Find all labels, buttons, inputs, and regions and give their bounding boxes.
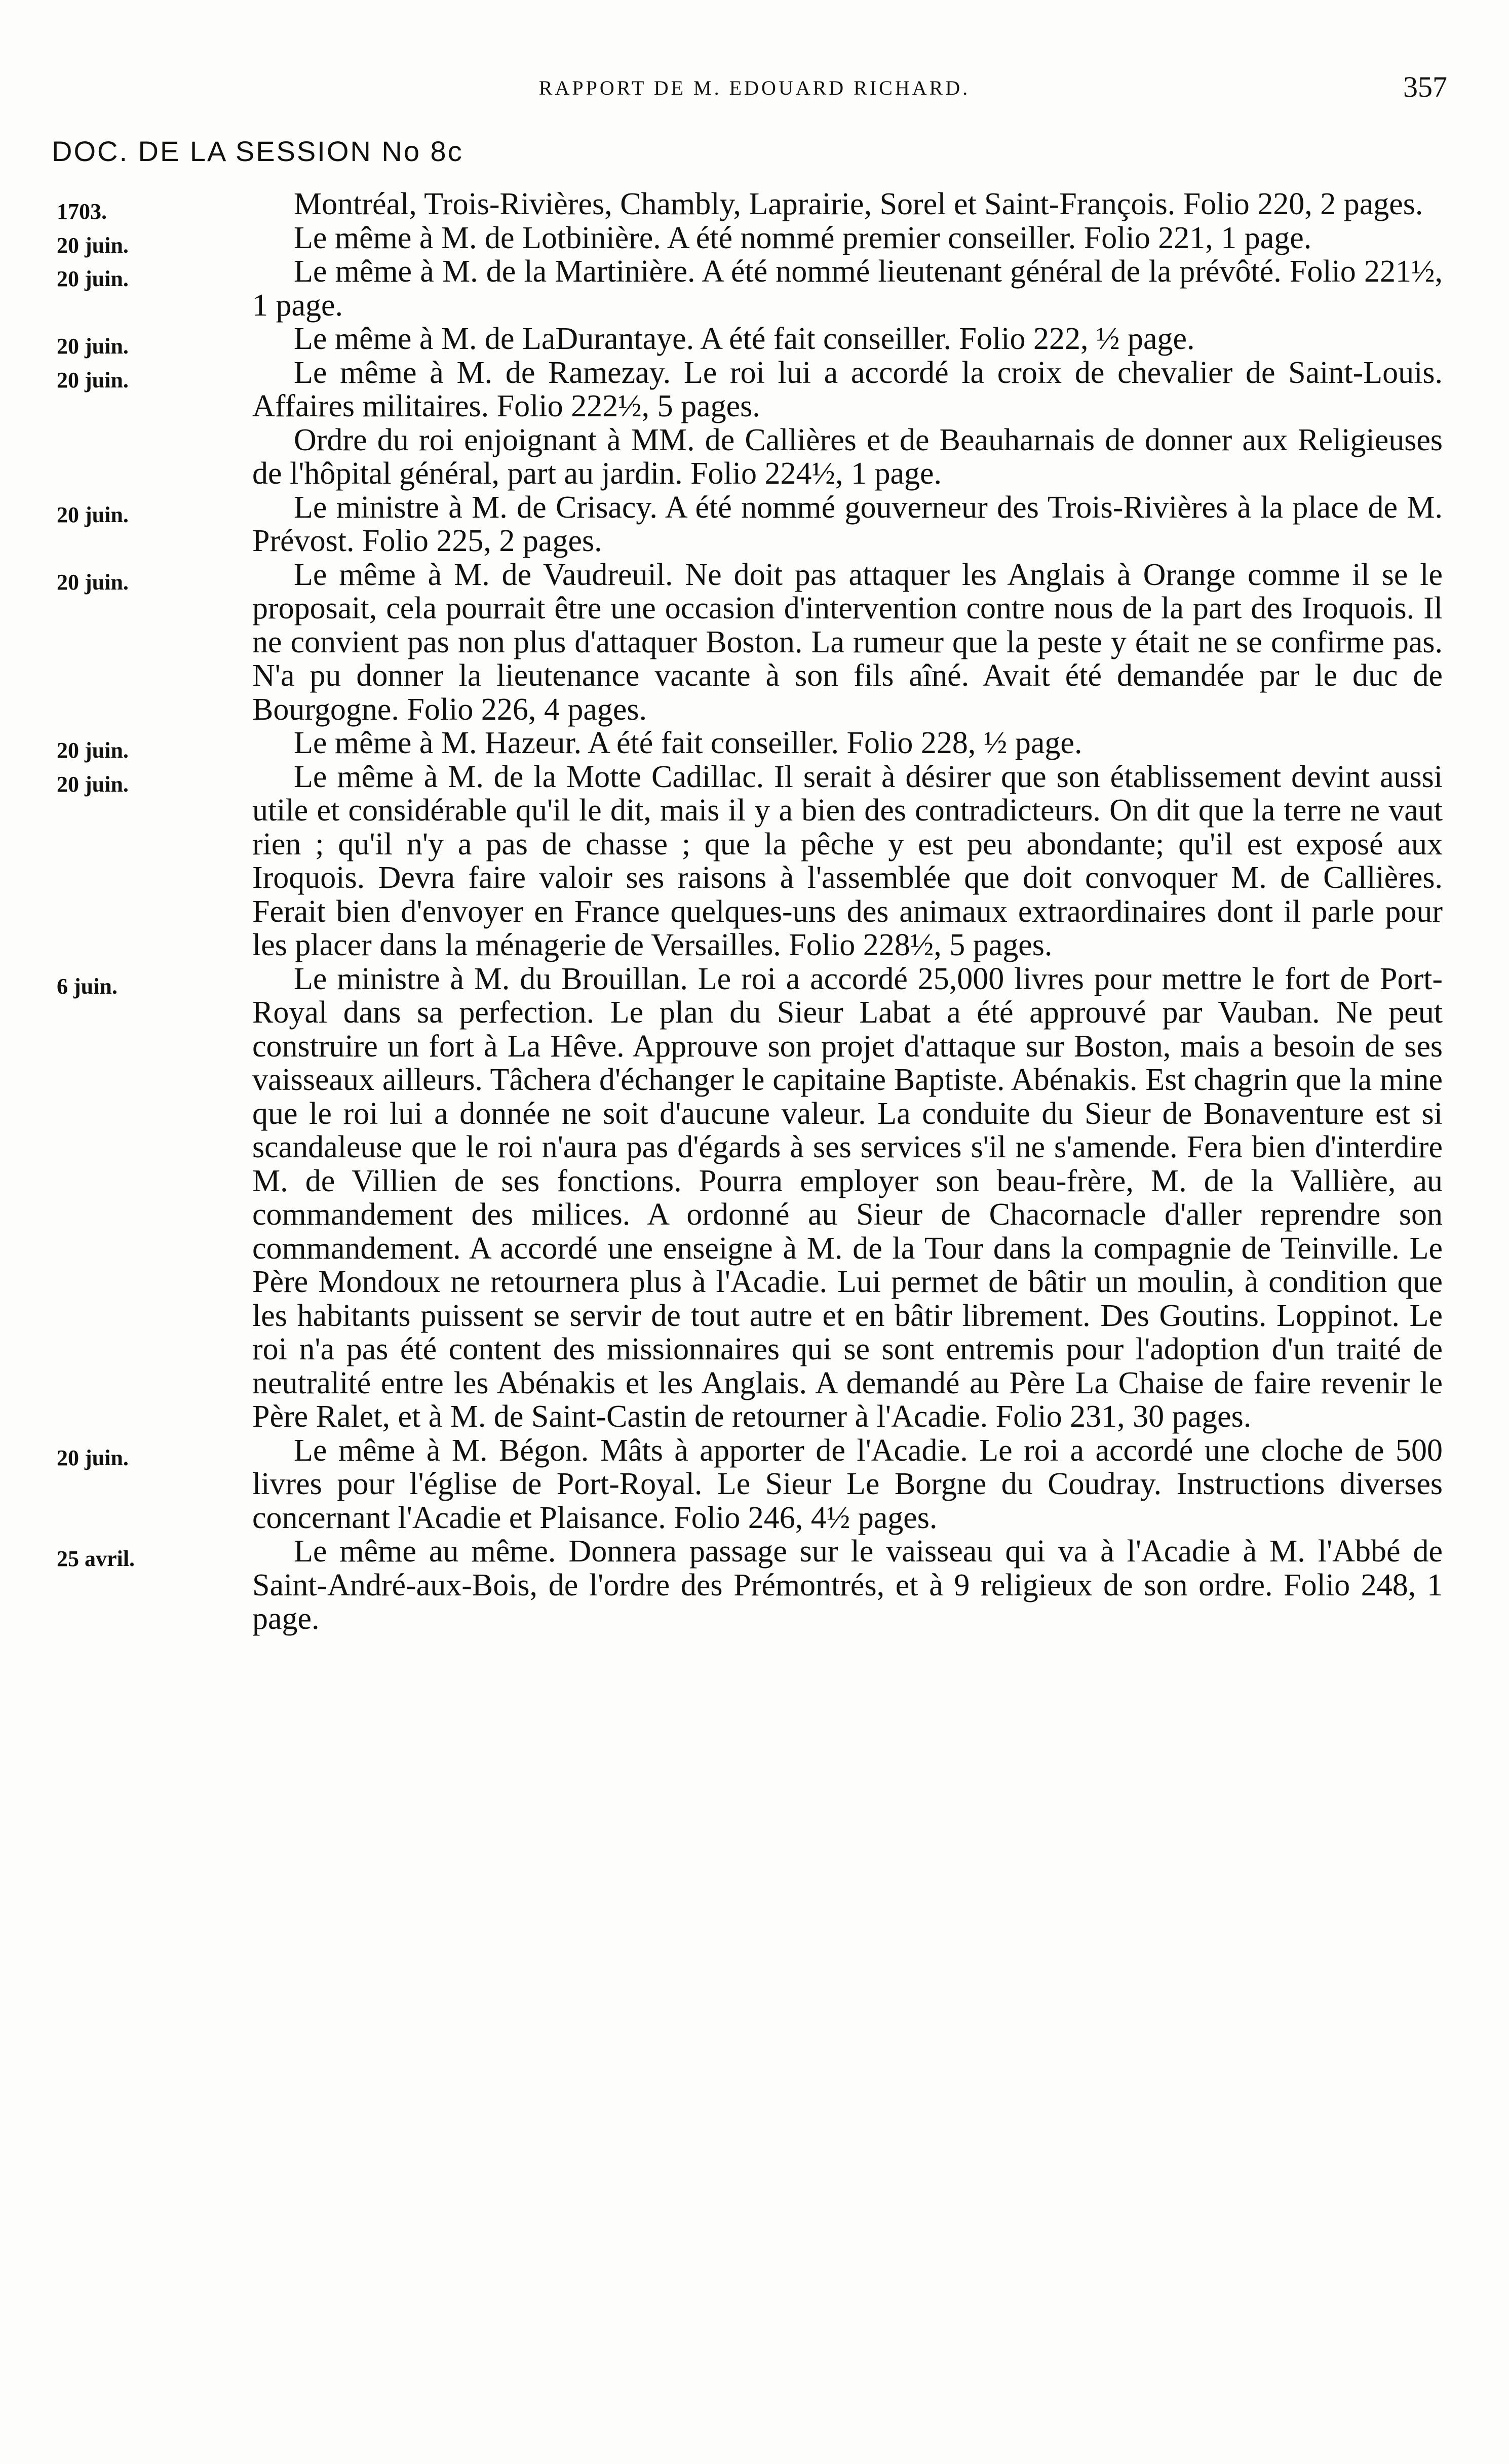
entry-text: Ordre du roi enjoignant à MM. de Callières et de Beauharnais de donner aux Religieuses de l'hôpital général, part au jardin. Folio 224½, 1 page. bbox=[252, 422, 1443, 491]
entry bbox=[0, 423, 1509, 491]
entry-text: Le même à M. de Lotbinière. A été nommé premier conseiller. Folio 221, 1 page. bbox=[294, 220, 1312, 255]
entry bbox=[0, 322, 1509, 359]
entry-date: 20 juin. bbox=[57, 569, 129, 595]
entry-date: 1703. bbox=[57, 199, 107, 224]
entry bbox=[0, 1434, 1509, 1535]
entry bbox=[0, 760, 1509, 962]
running-title: RAPPORT DE M. EDOUARD RICHARD. bbox=[538, 76, 971, 99]
entry-date: 20 juin. bbox=[57, 367, 129, 393]
entry-text: Le même à M. Hazeur. A été fait conseiller. Folio 228, ½ page. bbox=[294, 726, 1082, 760]
entry bbox=[0, 962, 1509, 1434]
entry-text: Le même à M. de Vaudreuil. Ne doit pas attaquer les Anglais à Orange comme il se le proposait, cela pourrait être une occasion d'intervention contre nous de la part des Iroquois. Il ne convient pas non plus d'attaquer Boston. La rumeur que la peste y était ne se confirme pas. N'a pu donner la lieutenance vacante à son fils aîné. Avait été demandée par le duc de Bourgogne. Folio 226, 4 pages. bbox=[252, 557, 1443, 727]
entry-date: 20 juin. bbox=[57, 334, 129, 359]
entry bbox=[0, 726, 1509, 763]
session-header: DOC. DE LA SESSION No 8c bbox=[52, 135, 463, 167]
entry-text: Le ministre à M. du Brouillan. Le roi a accordé 25,000 livres pour mettre le fort de Port-Royal dans sa perfection. Le plan du Sieur Labat a été approuvé par Vauban. Ne peut construire un fort à La Hêve. Approuve son projet d'attaque sur Boston, mais a besoin de ses vaisseaux ailleurs. Tâchera d'échanger le capitaine Baptiste. Abénakis. Est chagrin que la mine que le roi lui a donnée ne soit d'aucune valeur. La conduite du Sieur de Bonaventure est si scandaleuse que le roi n'aura pas d'égards à ses services s'il ne s'amende. Fera bien d'interdire M. de Villien de ses fonctions. Pourra employer son beau-frère, M. de la Vallière, au commandement des milices. A ordonné au Sieur de Chacornacle d'aller reprendre son commandement. A accordé une enseigne à M. de la Tour dans la compagnie de Teinville. Le Père Mondoux ne retournera plus à l'Acadie. Lui permet de bâtir un moulin, à condition que les habitants puissent se servir de tout autre et en bâtir librement. Des Goutins. Loppinot. Le roi n'a pas été content des missionnaires qui se sont entremis pour l'adoption d'un traité de neutralité entre les Abénakis et les Anglais. A demandé au Père La Chaise de faire revenir le Père Ralet, et à M. de Saint-Castin de retourner à l'Acadie. Folio 231, 30 pages. bbox=[252, 961, 1443, 1434]
entry bbox=[0, 187, 1509, 224]
entry-date: 20 juin. bbox=[57, 771, 129, 797]
entry-date: 20 juin. bbox=[57, 266, 129, 291]
entry bbox=[0, 356, 1509, 423]
entry-text: Le même au même. Donnera passage sur le vaisseau qui va à l'Acadie à M. l'Abbé de Saint-André-aux-Bois, de l'ordre des Prémontrés, et à 9 religieux de son ordre. Folio 248, 1 page. bbox=[252, 1534, 1443, 1636]
entry-date: 25 avril. bbox=[57, 1546, 135, 1571]
entry-date: 20 juin. bbox=[57, 502, 129, 527]
entry-text: Le même à M. de la Motte Cadillac. Il serait à désirer que son établissement devint aussi utile et considérable qu'il le dit, mais il y a bien des contradicteurs. On dit que la terre ne vaut rien ; qu'il n'y a pas de chasse ; que la pêche y est peu abondante; qu'il est exposé aux Iroquois. Devra faire valoir ses raisons à l'assemblée que doit convoquer M. de Callières. Ferait bien d'envoyer en France quelques-uns des animaux extraordinaires dont il parle pour les placer dans la ménagerie de Versailles. Folio 228½, 5 pages. bbox=[252, 759, 1443, 962]
entry-text: Le même à M. de LaDurantaye. A été fait conseiller. Folio 222, ½ page. bbox=[294, 322, 1195, 356]
entry-date: 20 juin. bbox=[57, 1445, 129, 1470]
entry-text: Le même à M. de Ramezay. Le roi lui a accordé la croix de chevalier de Saint-Louis. Affaires militaires. Folio 222½, 5 pages. bbox=[252, 355, 1443, 423]
entry bbox=[0, 558, 1509, 727]
entry-text: Le ministre à M. de Crisacy. A été nommé gouverneur des Trois-Rivières à la place de M. Prévost. Folio 225, 2 pages. bbox=[252, 490, 1443, 558]
page-number: 357 bbox=[1403, 70, 1447, 103]
entries-list bbox=[0, 187, 1509, 1636]
entry-date: 20 juin. bbox=[57, 738, 129, 763]
entry-text: Le même à M. de la Martinière. A été nommé lieutenant général de la prévôté. Folio 221½, 1 page. bbox=[252, 254, 1443, 323]
entry-text: Le même à M. Bégon. Mâts à apporter de l'Acadie. Le roi a accordé une cloche de 500 livres pour l'église de Port-Royal. Le Sieur Le Borgne du Coudray. Instructions diverses concernant l'Acadie et Plaisance. Folio 246, 4½ pages. bbox=[252, 1433, 1443, 1535]
entry bbox=[0, 255, 1509, 322]
entry-text: Montréal, Trois-Rivières, Chambly, Laprairie, Sorel et Saint-François. Folio 220, 2 pages. bbox=[294, 187, 1423, 221]
entry-date: 20 juin. bbox=[57, 232, 129, 258]
entry bbox=[0, 220, 1509, 258]
entry bbox=[0, 491, 1509, 558]
entry bbox=[0, 1535, 1509, 1636]
entry-date: 6 juin. bbox=[57, 973, 118, 999]
